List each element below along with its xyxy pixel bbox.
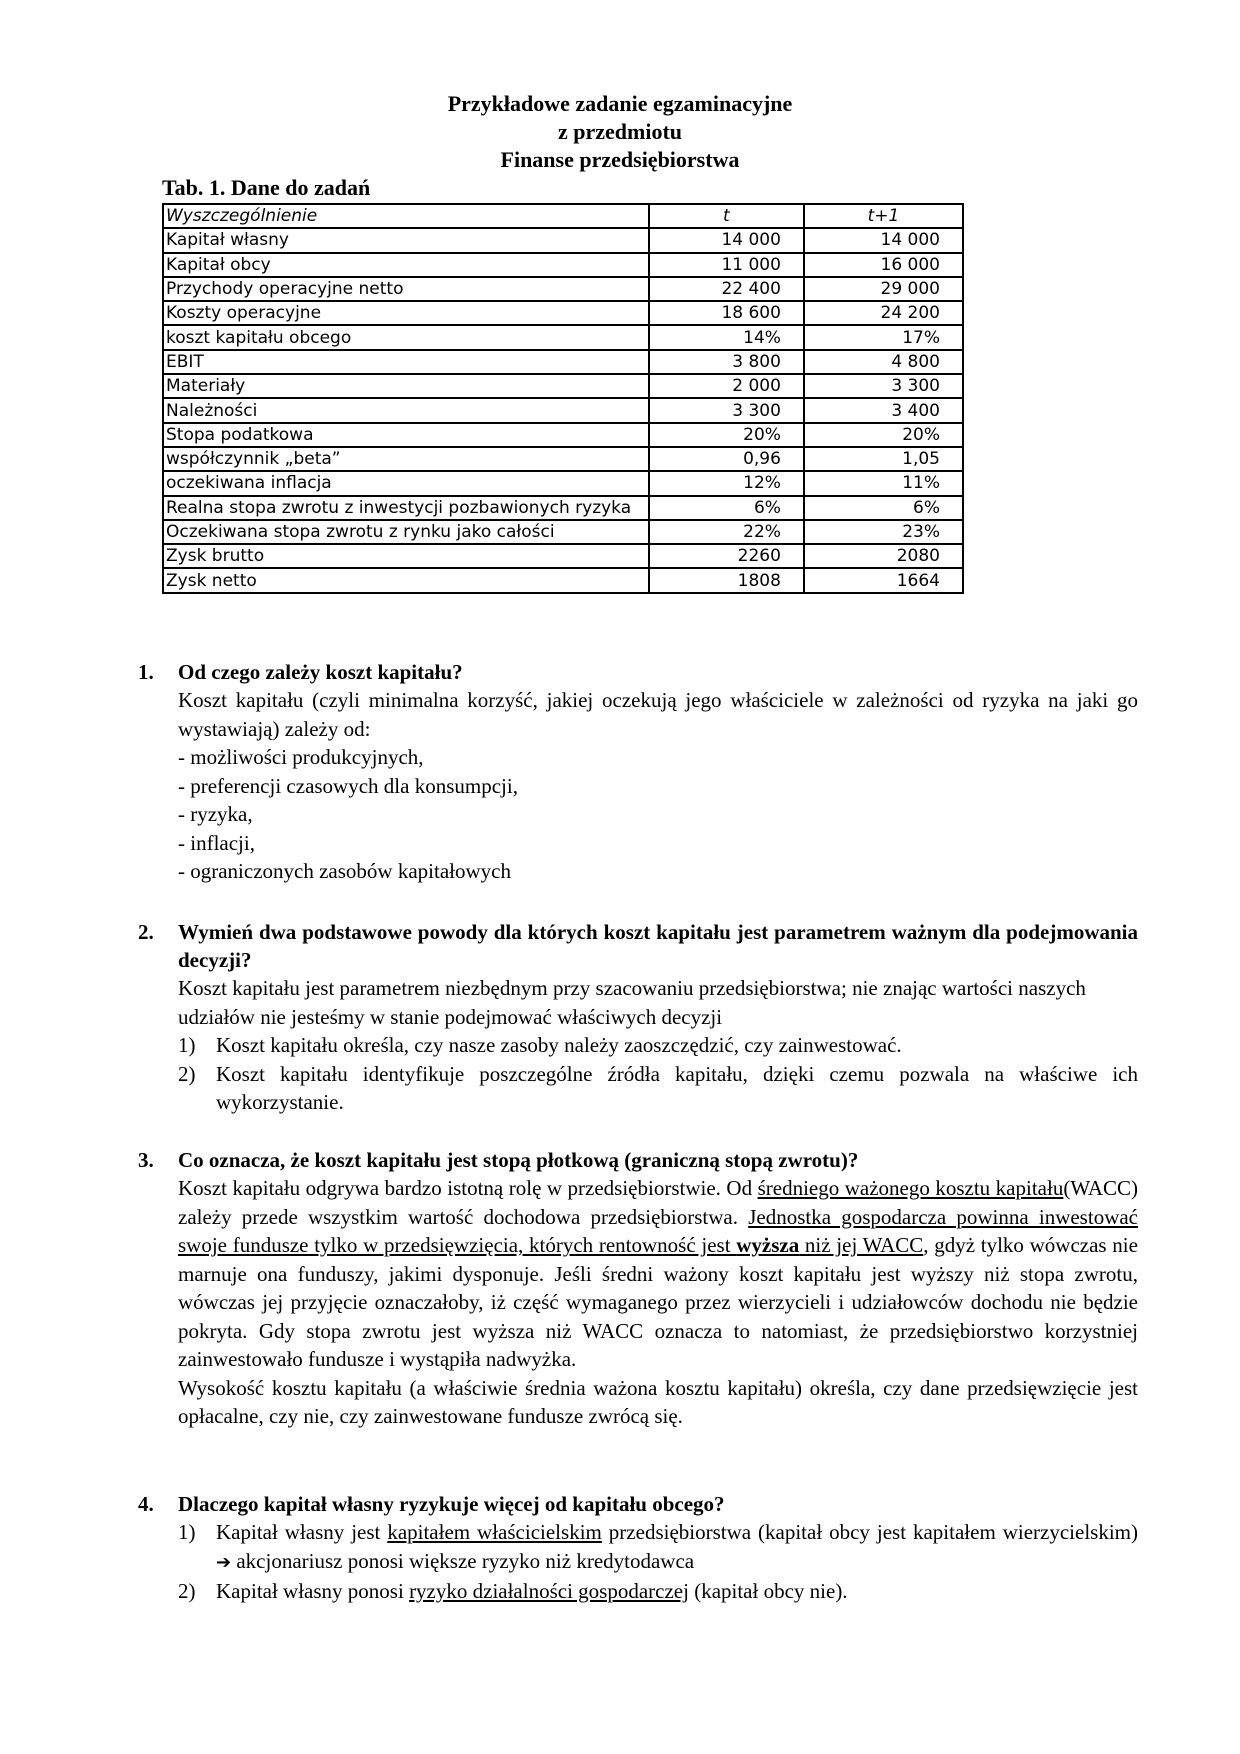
answer-body xyxy=(178,1518,1138,1606)
table-cell-value: 16 000 xyxy=(804,253,963,277)
text-span: Kapitał własny jest xyxy=(216,1520,388,1544)
table-row xyxy=(163,228,963,252)
question-text: Dlaczego kapitał własny ryzykuje więcej od kapitału obcego? xyxy=(178,1492,725,1516)
question-text: Od czego zależy koszt kapitału? xyxy=(178,660,463,684)
table-row xyxy=(163,301,963,325)
table-cell-value: 2260 xyxy=(649,544,804,568)
table-row xyxy=(163,471,963,495)
document-title-line-3: Finanse przedsiębiorstwa xyxy=(500,147,740,172)
table-row xyxy=(163,253,963,277)
question-heading xyxy=(138,658,1138,686)
table-cell-label: Stopa podatkowa xyxy=(163,423,649,447)
table-cell-label: Materiały xyxy=(163,374,649,398)
list-item-text: Koszt kapitału identyfikuje poszczególne źródła kapitału, dzięki czemu pozwala na właściwe ich wykorzystanie. xyxy=(216,1061,1138,1114)
table-cell-value: 11% xyxy=(804,471,963,495)
table-row xyxy=(163,423,963,447)
table-row xyxy=(163,496,963,520)
table-cell-value: 12% xyxy=(649,471,804,495)
table-cell-label: Zysk netto xyxy=(163,568,649,592)
table-cell-value: 1808 xyxy=(649,568,804,592)
question-text: Co oznacza, że koszt kapitału jest stopą płotkową (graniczną stopą zwrotu)? xyxy=(178,1148,859,1172)
table-cell-value: 3 300 xyxy=(804,374,963,398)
answer-body xyxy=(178,974,1138,1117)
question-heading xyxy=(138,1490,1138,1518)
answer-paragraph: Wysokość kosztu kapitału (a właściwie średnia ważona kosztu kapitału) określa, czy dane przedsięwzięcie jest opłacalne, czy nie, czy zainwestowane fundusze zwrócą się. xyxy=(178,1375,1138,1428)
table-cell-label: Oczekiwana stopa zwrotu z rynku jako całości xyxy=(163,520,649,544)
table-cell-value: 11 000 xyxy=(649,253,804,277)
table-row xyxy=(163,447,963,471)
table-cell-value: 20% xyxy=(649,423,804,447)
table-cell-value: 2080 xyxy=(804,544,963,568)
table-cell-value: 1664 xyxy=(804,568,963,592)
table-cell-value: 3 300 xyxy=(649,398,804,422)
table-cell-value: 22% xyxy=(649,520,804,544)
table-cell-label: współczynnik „beta” xyxy=(163,447,649,471)
table-cell-value: 6% xyxy=(649,496,804,520)
answer-body xyxy=(178,1174,1138,1431)
table-cell-value: 23% xyxy=(804,520,963,544)
table-cell-label: Należności xyxy=(163,398,649,422)
list-item: - ograniczonych zasobów kapitałowych xyxy=(178,859,511,883)
data-table xyxy=(162,203,964,594)
text-span: (kapitał obcy nie). xyxy=(688,1579,848,1603)
table-cell-value: 1,05 xyxy=(804,447,963,471)
text-span: Kapitał własny ponosi xyxy=(216,1579,410,1603)
list-item-number: 1) xyxy=(178,1520,196,1544)
question-3 xyxy=(138,1146,1138,1431)
table-cell-label: Zysk brutto xyxy=(163,544,649,568)
question-number: 1. xyxy=(138,660,154,684)
answer-body xyxy=(178,686,1138,886)
arrow-right-icon: ➔ xyxy=(216,1551,232,1573)
underlined-text: kapitałem właścicielskim xyxy=(387,1520,602,1544)
document-title-line-1: Przykładowe zadanie egzaminacyjne xyxy=(447,91,793,116)
table-cell-label: oczekiwana inflacja xyxy=(163,471,649,495)
table-cell-value: 3 800 xyxy=(649,350,804,374)
underlined-text: Jednostka gospodarcza powinna inwestować swoje fundusze tylko w przedsięwzięcia, których rentowność jest xyxy=(178,1204,1138,1257)
table-row xyxy=(163,398,963,422)
table-cell-value: 14 000 xyxy=(804,228,963,252)
table-cell-value: 18 600 xyxy=(649,301,804,325)
question-number: 2. xyxy=(138,920,154,944)
table-cell-value: 24 200 xyxy=(804,301,963,325)
table-row xyxy=(163,374,963,398)
list-item: - inflacji, xyxy=(178,830,255,855)
table-cell-value: 20% xyxy=(804,423,963,447)
table-caption: Tab. 1. Dane do zadań xyxy=(162,175,371,200)
list-item-text xyxy=(216,1577,1138,1606)
text-span: Koszt kapitału odgrywa bardzo istotną rolę w przedsiębiorstwie. Od xyxy=(178,1176,758,1200)
question-1 xyxy=(138,658,1138,886)
table-header-row xyxy=(163,204,963,228)
column-header: t xyxy=(649,204,804,228)
table-row xyxy=(163,568,963,592)
table-row xyxy=(163,544,963,568)
text-span: , gdyż tylko wówczas nie marnuje ona funduszy, jakimi dysponuje. Jeśli średni ważony koszt kapitału jest wyższy niż stopa zwrotu, wówczas jej przyjęcie oznaczałoby, iż część wymaganego przez wierzycieli i udziałowców dochodu nie będzie pokryta. Gdy stopa zwrotu jest wyższa niż WACC oznacza to natomiast, że przedsiębiorstwo korzystniej zainwestowało fundusze i wystąpiła nadwyżka. xyxy=(178,1233,1138,1371)
question-heading xyxy=(138,1146,1138,1174)
list-item: - preferencji czasowych dla konsumpcji, xyxy=(178,773,518,798)
list-item xyxy=(178,1031,1138,1060)
document-title-line-2: z przedmiotu xyxy=(557,119,683,144)
table-cell-label: Kapitał własny xyxy=(163,228,649,252)
list-item: - ryzyka, xyxy=(178,802,253,826)
question-text: Wymień dwa podstawowe powody dla których koszt kapitału jest parametrem ważnym dla podejmowania decyzji? xyxy=(178,920,1138,972)
text-span: przedsiębiorstwa (kapitał obcy jest kapitałem wierzycielskim) xyxy=(601,1520,1139,1544)
table-cell-label: koszt kapitału obcego xyxy=(163,325,649,349)
question-4 xyxy=(138,1490,1138,1606)
list-item-text xyxy=(216,1518,1138,1577)
table-cell-label: Kapitał obcy xyxy=(163,253,649,277)
table-cell-label: Przychody operacyjne netto xyxy=(163,277,649,301)
table-row xyxy=(163,325,963,349)
text-span: (WACC) zależy przede wszystkim wartość dochodowa przedsiębiorstwa. xyxy=(178,1176,1138,1229)
question-number: 4. xyxy=(138,1492,154,1516)
table-cell-value: 2 000 xyxy=(649,374,804,398)
table-cell-value: 22 400 xyxy=(649,277,804,301)
column-header: Wyszczególnienie xyxy=(163,204,649,228)
list-item xyxy=(178,1060,1138,1117)
table-cell-label: EBIT xyxy=(163,350,649,374)
question-2 xyxy=(138,918,1138,1117)
text-span: akcjonariusz ponosi większe ryzyko niż kredytodawca xyxy=(231,1548,695,1573)
table-cell-value: 29 000 xyxy=(804,277,963,301)
table-cell-value: 6% xyxy=(804,496,963,520)
underlined-text: niż jej WACC xyxy=(799,1233,924,1257)
column-header: t+1 xyxy=(804,204,963,228)
table-cell-value: 3 400 xyxy=(804,398,963,422)
table-cell-value: 14% xyxy=(649,325,804,349)
answer-paragraph xyxy=(178,1174,1138,1374)
table-cell-label: Realna stopa zwrotu z inwestycji pozbawionych ryzyka xyxy=(163,496,649,520)
underlined-text: średniego ważonego kosztu kapitału xyxy=(757,1176,1064,1200)
table-cell-value: 0,96 xyxy=(649,447,804,471)
answer-paragraph: Koszt kapitału (czyli minimalna korzyść, jakiej oczekują jego właściciele w zależności od ryzyka na jaki go wystawiają) zależy od: xyxy=(178,688,1138,741)
list-item xyxy=(178,1518,1138,1577)
table-cell-value: 14 000 xyxy=(649,228,804,252)
question-number: 3. xyxy=(138,1148,154,1172)
table-row xyxy=(163,350,963,374)
table-cell-label: Koszty operacyjne xyxy=(163,301,649,325)
list-item-text: Koszt kapitału określa, czy nasze zasoby należy zaoszczędzić, czy zainwestować. xyxy=(216,1033,902,1057)
table-cell-value: 4 800 xyxy=(804,350,963,374)
list-item: - możliwości produkcyjnych, xyxy=(178,745,424,769)
list-item xyxy=(178,1577,1138,1606)
table-row xyxy=(163,520,963,544)
answer-paragraph: Koszt kapitału jest parametrem niezbędnym przy szacowaniu przedsiębiorstwa; nie znając wartości naszych udziałów nie jesteśmy w stanie podejmować właściwych decyzji xyxy=(178,976,1086,1029)
table-cell-value: 17% xyxy=(804,325,963,349)
list-item-number: 2) xyxy=(178,1579,196,1603)
table-row xyxy=(163,277,963,301)
list-item-number: 1) xyxy=(178,1033,196,1057)
list-item-number: 2) xyxy=(178,1061,196,1086)
question-heading xyxy=(138,918,1138,974)
underlined-text: ryzyko działalności gospodarczej xyxy=(409,1579,689,1603)
underlined-bold-text: wyższa xyxy=(736,1233,800,1257)
